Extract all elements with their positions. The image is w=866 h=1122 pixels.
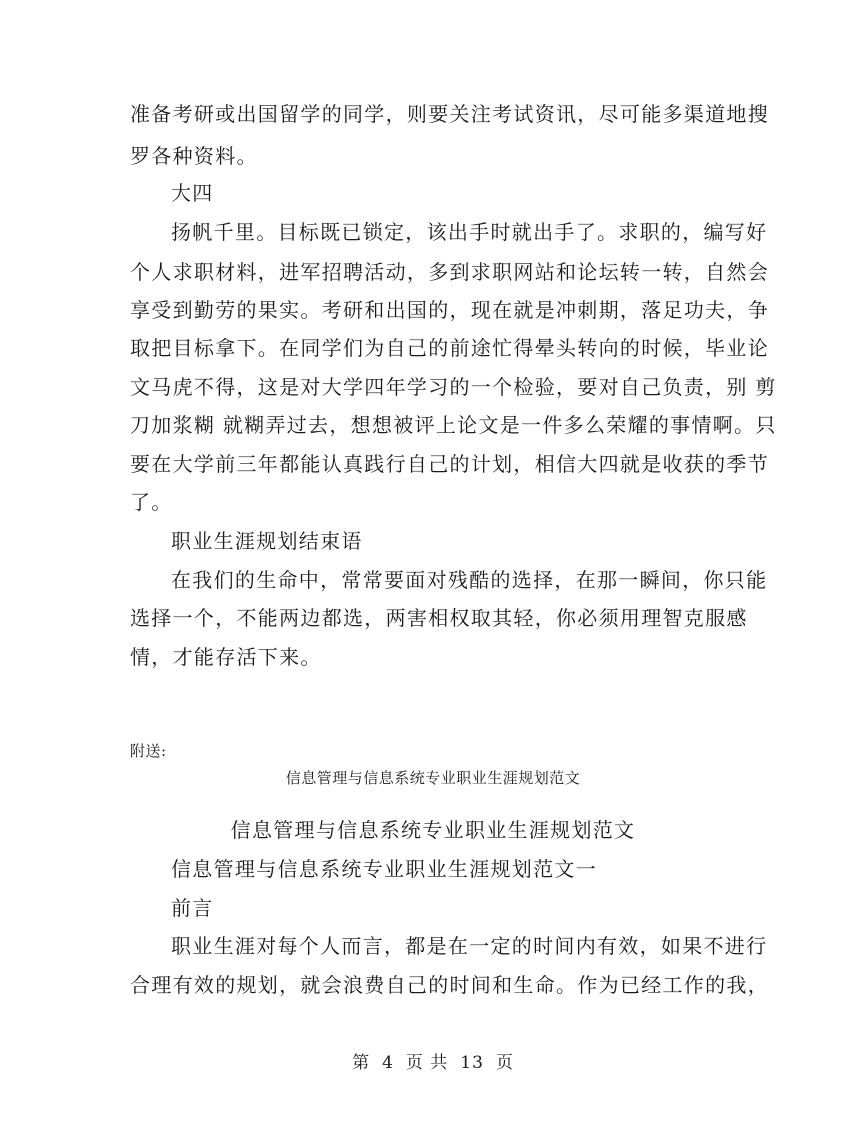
paragraph-line: 个人求职材料，进军招聘活动，多到求职网站和论坛转一转，自然会 bbox=[130, 260, 769, 284]
appendix-title: 信息管理与信息系统专业职业生涯规划范文 bbox=[230, 818, 636, 842]
paragraph-line: 文马虎不得，这是对大学四年学习的一个检验，要对自己负责，别 剪 bbox=[130, 375, 777, 399]
body-text-line: 罗各种资料。 bbox=[130, 144, 258, 168]
paragraph-line: 享受到勤劳的果实。考研和出国的，现在就是冲刺期，落足功夫，争 bbox=[130, 298, 769, 322]
paragraph-line: 选择一个，不能两边都选，两害相权取其轻，你必须用理智克服感 bbox=[130, 606, 748, 630]
appendix-label: 附送: bbox=[130, 742, 167, 760]
footer-total-pages: 13 bbox=[460, 1053, 484, 1073]
footer-page-number: 4 bbox=[382, 1053, 394, 1073]
paragraph-line: 在我们的生命中，常常要面对残酷的选择，在那一瞬间，你只能 bbox=[171, 568, 768, 592]
paragraph-line: 职业生涯对每个人而言，都是在一定的时间内有效，如果不进行 bbox=[171, 934, 768, 958]
section-heading-senior-year: 大四 bbox=[171, 181, 214, 205]
page-footer bbox=[0, 1048, 866, 1073]
appendix-small-title: 信息管理与信息系统专业职业生涯规划范文 bbox=[285, 769, 581, 787]
paragraph-line: 刀加浆糊 就糊弄过去，想想被评上论文是一件多么荣耀的事情啊。只 bbox=[130, 413, 777, 437]
footer-middle: 页 共 bbox=[405, 1053, 449, 1073]
footer-prefix: 第 bbox=[352, 1053, 371, 1073]
paragraph-line: 合理有效的规划，就会浪费自己的时间和生命。作为已经工作的我， bbox=[130, 973, 769, 997]
paragraph-line: 扬帆千里。目标既已锁定，该出手时就出手了。求职的，编写好 bbox=[171, 220, 768, 244]
paragraph-line: 了。 bbox=[130, 490, 173, 514]
paragraph-line: 情，才能存活下来。 bbox=[130, 645, 322, 669]
body-text-line: 准备考研或出国留学的同学，则要关注考试资讯，尽可能多渠道地搜 bbox=[130, 102, 769, 126]
footer-suffix: 页 bbox=[495, 1053, 514, 1073]
appendix-subtitle: 信息管理与信息系统专业职业生涯规划范文一 bbox=[171, 857, 597, 881]
paragraph-line: 要在大学前三年都能认真践行自己的计划，相信大四就是收获的季节 bbox=[130, 452, 769, 476]
paragraph-line: 取把目标拿下。在同学们为自己的前途忙得晕头转向的时候，毕业论 bbox=[130, 336, 769, 360]
section-heading-conclusion: 职业生涯规划结束语 bbox=[171, 529, 363, 553]
preface-heading: 前言 bbox=[171, 896, 214, 920]
